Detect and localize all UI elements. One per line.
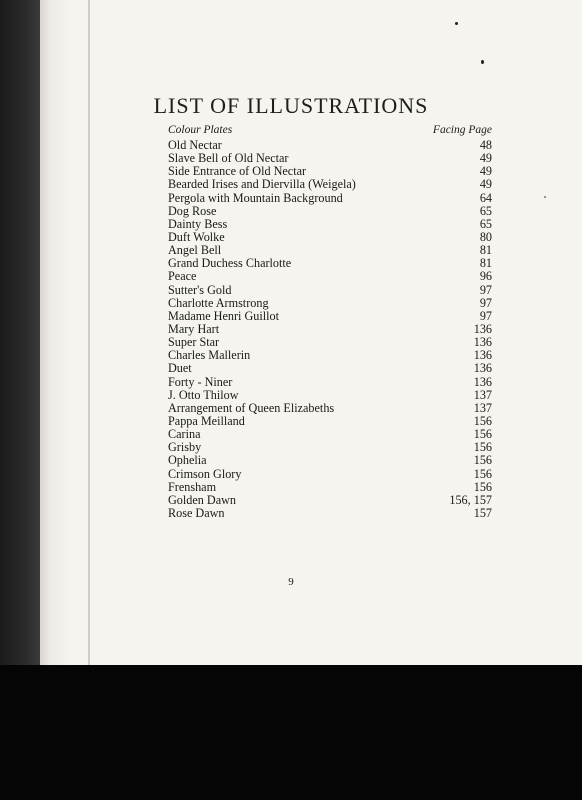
list-item <box>168 454 492 467</box>
illustration-title: Slave Bell of Old Nectar <box>168 151 289 166</box>
list-item <box>168 218 492 231</box>
facing-page-number: 97 <box>479 282 492 297</box>
illustration-title: Dog Rose <box>168 203 217 218</box>
facing-page-number: 136 <box>473 321 492 336</box>
list-item <box>168 376 492 389</box>
facing-page-number: 49 <box>479 151 492 166</box>
facing-page-number: 80 <box>479 229 492 244</box>
facing-page-number: 136 <box>473 361 492 376</box>
facing-page-number: 49 <box>479 177 492 192</box>
facing-page-number: 97 <box>479 295 492 310</box>
illustration-title: Dainty Bess <box>168 216 228 231</box>
illustration-title: Pappa Meilland <box>168 413 245 428</box>
list-item <box>168 297 492 310</box>
illustration-title: J. Otto Thilow <box>168 387 239 402</box>
list-item <box>168 205 492 218</box>
list-item <box>168 257 492 270</box>
list-item <box>168 192 492 205</box>
list-item <box>168 402 492 415</box>
illustration-title: Grisby <box>168 440 202 455</box>
facing-page-number: 156, 157 <box>449 492 492 507</box>
scan-background <box>0 665 582 800</box>
illustration-title: Frensham <box>168 479 217 494</box>
list-item <box>168 310 492 323</box>
facing-page-number: 48 <box>479 138 492 152</box>
illustration-title: Arrangement of Queen Elizabeths <box>168 400 335 415</box>
column-header-facing-page: Facing Page <box>432 124 492 136</box>
facing-page-number: 64 <box>479 190 492 205</box>
facing-page-number: 65 <box>479 203 492 218</box>
list-item <box>168 481 492 494</box>
illustration-title: Side Entrance of Old Nectar <box>168 164 307 179</box>
illustration-title: Super Star <box>168 335 220 350</box>
list-item <box>168 507 492 520</box>
facing-page-number: 137 <box>473 400 492 415</box>
list-item <box>168 178 492 191</box>
page-title: LIST OF ILLUSTRATIONS <box>153 93 429 118</box>
illustration-title: Angel Bell <box>168 243 222 258</box>
facing-page-number: 96 <box>479 269 492 284</box>
list-item <box>168 362 492 375</box>
facing-page-number: 136 <box>473 348 492 363</box>
facing-page-number: 157 <box>473 505 492 520</box>
illustration-title: Crimson Glory <box>168 466 242 481</box>
facing-page-number: 156 <box>473 427 492 442</box>
list-item <box>168 428 492 441</box>
list-item <box>168 468 492 481</box>
illustration-title: Charles Mallerin <box>168 348 251 363</box>
list-item <box>168 284 492 297</box>
column-header-colour-plates: Colour Plates <box>168 124 233 136</box>
facing-page-number: 81 <box>479 243 492 258</box>
page-number: 9 <box>288 576 294 588</box>
facing-page-number: 156 <box>473 413 492 428</box>
illustration-title: Carina <box>168 427 201 442</box>
illustration-title: Old Nectar <box>168 138 222 152</box>
facing-page-number: 156 <box>473 466 492 481</box>
facing-page-number: 65 <box>479 216 492 231</box>
facing-page-number: 97 <box>479 308 492 323</box>
illustration-title: Forty - Niner <box>168 374 233 389</box>
list-item <box>168 494 492 507</box>
illustration-title: Duft Wolke <box>168 229 225 244</box>
list-item <box>168 270 492 283</box>
list-header <box>168 124 492 138</box>
ink-speck <box>544 196 546 198</box>
illustration-title: Bearded Irises and Diervilla (Weigela) <box>168 177 356 192</box>
facing-page-number: 81 <box>479 256 492 271</box>
facing-page-number: 49 <box>479 164 492 179</box>
list-item <box>168 441 492 454</box>
facing-page-number: 156 <box>473 453 492 468</box>
facing-page-number: 156 <box>473 440 492 455</box>
illustration-title: Ophelia <box>168 453 207 468</box>
ink-speck <box>455 22 458 25</box>
facing-page-number: 136 <box>473 335 492 350</box>
illustration-title: Grand Duchess Charlotte <box>168 256 292 271</box>
list-item <box>168 415 492 428</box>
illustration-title: Rose Dawn <box>168 505 225 520</box>
illustration-title: Pergola with Mountain Background <box>168 190 343 205</box>
list-item <box>168 349 492 362</box>
illustration-title: Duet <box>168 361 192 376</box>
list-item <box>168 389 492 402</box>
illustration-title: Mary Hart <box>168 321 220 336</box>
ink-speck <box>481 60 484 64</box>
illustration-title: Charlotte Armstrong <box>168 295 269 310</box>
facing-page-number: 137 <box>473 387 492 402</box>
illustration-title: Golden Dawn <box>168 492 237 507</box>
facing-page-number: 156 <box>473 479 492 494</box>
illustration-title: Sutter's Gold <box>168 282 232 297</box>
illustrations-list <box>168 139 492 520</box>
illustration-title: Peace <box>168 269 197 284</box>
illustration-title: Madame Henri Guillot <box>168 308 280 323</box>
facing-page-number: 136 <box>473 374 492 389</box>
